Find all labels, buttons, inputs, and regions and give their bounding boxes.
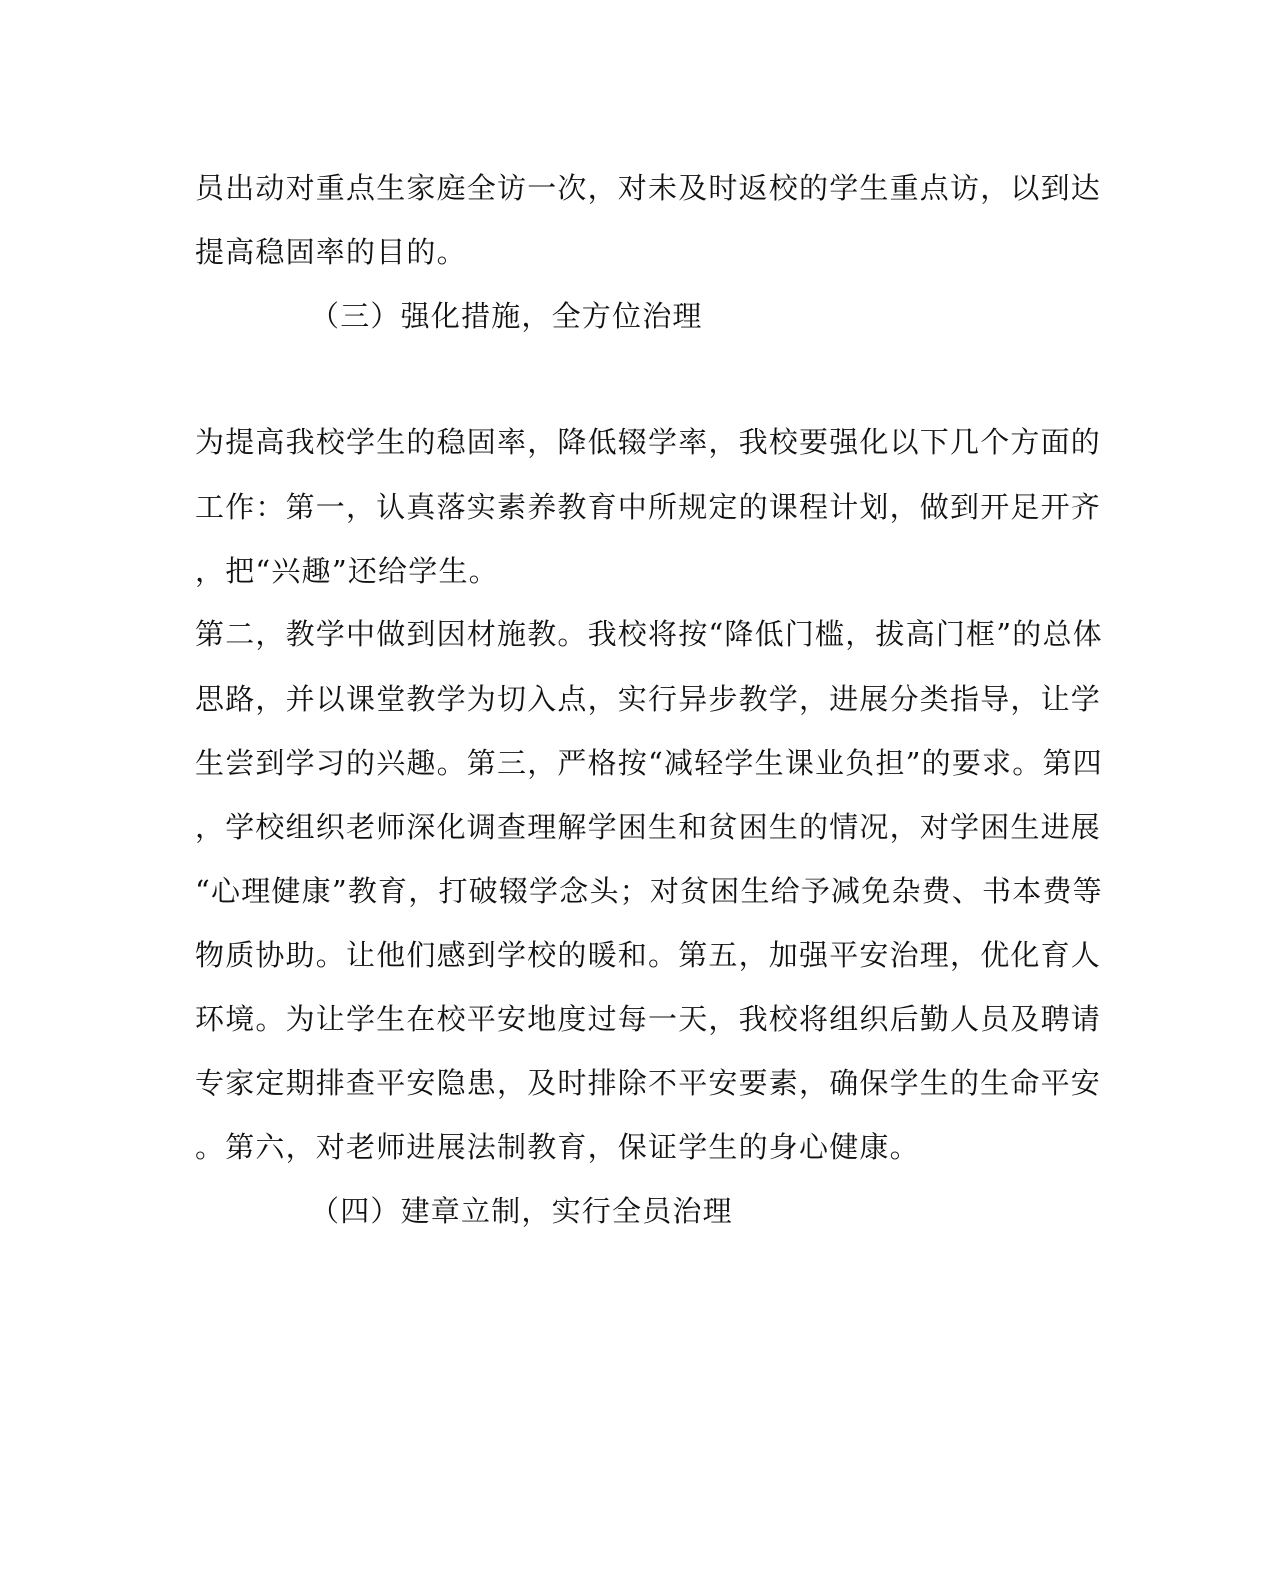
paragraph-3-line-9: 。第六，对老师进展法制教育，保证学生的身心健康。 xyxy=(195,1130,920,1164)
paragraph-3-line-3: 生尝到学习的兴趣。第三，严格按“减轻学生课业负担”的要求。第四 xyxy=(195,746,1103,780)
section-heading-3: （三）强化措施，全方位治理 xyxy=(310,299,703,333)
section-heading-4: （四）建章立制，实行全员治理 xyxy=(310,1194,733,1228)
paragraph-3-line-7: 环境。为让学生在校平安地度过每一天，我校将组织后勤人员及聘请 xyxy=(195,1002,1102,1036)
paragraph-3-line-4: ，学校组织老师深化调查理解学困生和贫困生的情况，对学困生进展 xyxy=(195,810,1102,844)
paragraph-3-line-2: 思路，并以课堂教学为切入点，实行异步教学，进展分类指导，让学 xyxy=(195,682,1102,716)
paragraph-3-line-8: 专家定期排查平安隐患，及时排除不平安要素，确保学生的生命平安 xyxy=(195,1066,1102,1100)
paragraph-2-line-3: ，把“兴趣”还给学生。 xyxy=(195,554,499,588)
paragraph-2-line-2: 工作：第一，认真落实素养教育中所规定的课程计划，做到开足开齐 xyxy=(195,490,1102,524)
paragraph-3-line-5: “心理健康”教育，打破辍学念头；对贫困生给予减免杂费、书本费等 xyxy=(195,874,1103,908)
paragraph-1-line-2: 提高稳固率的目的。 xyxy=(195,235,467,269)
paragraph-2-line-1: 为提高我校学生的稳固率，降低辍学率，我校要强化以下几个方面的 xyxy=(195,425,1102,459)
paragraph-3-line-6: 物质协助。让他们感到学校的暖和。第五，加强平安治理，优化育人 xyxy=(195,938,1102,972)
paragraph-3-line-1: 第二，教学中做到因材施教。我校将按“降低门槛，拔高门框”的总体 xyxy=(195,617,1103,651)
paragraph-1-line-1: 员出动对重点生家庭全访一次，对未及时返校的学生重点访，以到达 xyxy=(195,171,1102,205)
